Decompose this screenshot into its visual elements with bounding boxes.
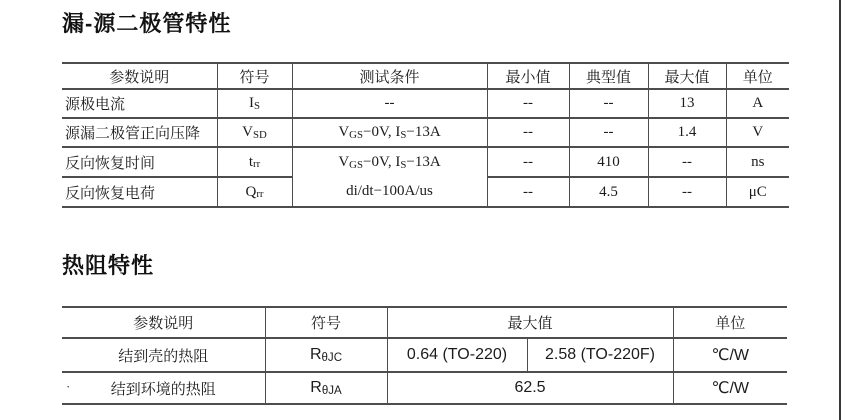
- header-typical: 典型值: [569, 63, 648, 89]
- param-cell: 反向恢复时间: [62, 147, 217, 177]
- table-row: [62, 118, 789, 147]
- header-unit: 单位: [673, 307, 787, 338]
- header-symbol: 符号: [265, 307, 387, 338]
- header-unit: 单位: [726, 63, 789, 89]
- max-cell-to220f: 2.58 (TO-220F): [527, 338, 673, 372]
- min-cell: --: [487, 118, 569, 147]
- condition-line-2: di/dt−100A/us: [346, 183, 433, 199]
- condition-line-1: VGS−0V, IS−13A: [338, 154, 441, 171]
- header-max: 最大值: [648, 63, 726, 89]
- max-cell: --: [648, 177, 726, 207]
- unit-cell: V: [726, 118, 789, 147]
- param-cell: 反向恢复电荷: [62, 177, 217, 207]
- condition-cell: --: [292, 89, 487, 118]
- symbol-cell: Qrr: [217, 177, 292, 207]
- symbol-cell: trr: [217, 147, 292, 177]
- max-cell: 13: [648, 89, 726, 118]
- page-right-border: [839, 0, 841, 420]
- table-row: [62, 372, 787, 404]
- stray-dot-mark: ·: [66, 379, 71, 394]
- symbol-cell: VSD: [217, 118, 292, 147]
- table-row: [62, 338, 787, 372]
- min-cell: --: [487, 177, 569, 207]
- unit-cell: μC: [726, 177, 789, 207]
- max-cell-to220: 0.64 (TO-220): [387, 338, 527, 372]
- param-cell: 结到环境的热阻: [62, 372, 265, 404]
- header-param: 参数说明: [62, 63, 217, 89]
- unit-cell: ℃/W: [673, 338, 787, 372]
- max-cell: 1.4: [648, 118, 726, 147]
- symbol-cell: IS: [217, 89, 292, 118]
- diode-characteristics-table: [62, 62, 789, 208]
- unit-cell: ns: [726, 147, 789, 177]
- typ-cell: 4.5: [569, 177, 648, 207]
- min-cell: --: [487, 89, 569, 118]
- param-cell: 结到壳的热阻: [62, 338, 265, 372]
- min-cell: --: [487, 147, 569, 177]
- header-test-condition: 测试条件: [292, 63, 487, 89]
- diode-header-row: [62, 63, 789, 89]
- table-row: [62, 147, 789, 177]
- typ-cell: 410: [569, 147, 648, 177]
- diode-section-title: 漏-源二极管特性: [62, 11, 232, 36]
- header-param: 参数说明: [62, 307, 265, 338]
- table-row: [62, 89, 789, 118]
- symbol-cell: RθJC: [265, 338, 387, 372]
- header-max: 最大值: [387, 307, 673, 338]
- max-cell: --: [648, 147, 726, 177]
- max-cell-merged: 62.5: [387, 372, 673, 404]
- param-cell: 源极电流: [62, 89, 217, 118]
- typ-cell: --: [569, 118, 648, 147]
- symbol-cell: RθJA: [265, 372, 387, 404]
- param-cell: 源漏二极管正向压降: [62, 118, 217, 147]
- unit-cell: ℃/W: [673, 372, 787, 404]
- condition-cell: VGS−0V, IS−13A: [292, 118, 487, 147]
- header-symbol: 符号: [217, 63, 292, 89]
- thermal-section-title: 热阻特性: [62, 253, 155, 278]
- typ-cell: --: [569, 89, 648, 118]
- unit-cell: A: [726, 89, 789, 118]
- header-min: 最小值: [487, 63, 569, 89]
- condition-cell-merged: [292, 147, 487, 207]
- thermal-header-row: [62, 307, 787, 338]
- thermal-resistance-table: [62, 306, 787, 405]
